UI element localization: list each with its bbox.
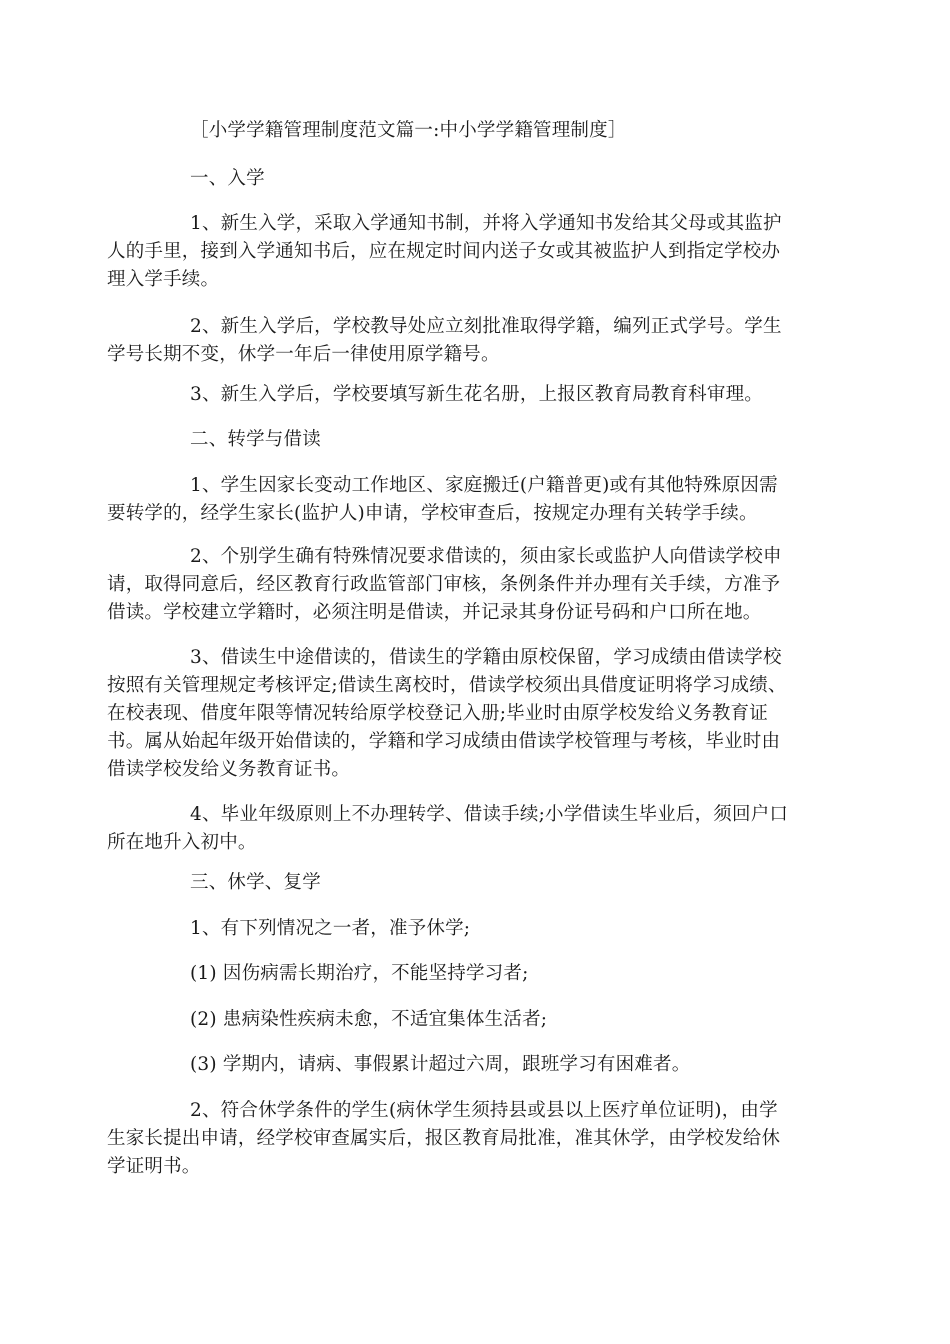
paragraph-line: 理入学手续。: [107, 269, 220, 290]
section-heading: 二、转学与借读: [190, 429, 321, 450]
paragraph-line: 书。属从始起年级开始借读的，学籍和学习成绩由借读学校管理与考核，毕业时由: [107, 731, 781, 752]
paragraph-line: 1、新生入学，采取入学通知书制，并将入学通知书发给其父母或其监护: [190, 213, 782, 234]
paragraph-line: 借读学校发给义务教育证书。: [107, 759, 351, 780]
paragraph-line: 1、有下列情况之一者，准予休学;: [190, 918, 471, 939]
section-heading: 三、休学、复学: [190, 872, 321, 893]
document-title: ［小学学籍管理制度范文篇一:中小学学籍管理制度］: [190, 120, 627, 141]
paragraph-line: 1、学生因家长变动工作地区、家庭搬迁(户籍普更)或有其他特殊原因需: [190, 475, 778, 496]
paragraph-line: 所在地升入初中。: [107, 832, 257, 853]
paragraph-line: 4、毕业年级原则上不办理转学、借读手续;小学借读生毕业后，须回户口: [190, 804, 789, 825]
paragraph-line: 3、新生入学后，学校要填写新生花名册，上报区教育局教育科审理。: [190, 384, 763, 405]
list-item: (2) 患病染性疾病未愈，不适宜集体生活者;: [190, 1009, 548, 1030]
list-item: (3) 学期内，请病、事假累计超过六周，跟班学习有困难者。: [190, 1054, 691, 1075]
paragraph-line: 人的手里，接到入学通知书后，应在规定时间内送子女或其被监护人到指定学校办: [107, 241, 781, 262]
paragraph-line: 请，取得同意后，经区教育行政监管部门审核，条例条件并办理有关手续，方准予: [107, 574, 781, 595]
paragraph-line: 要转学的，经学生家长(监护人)申请，学校审查后，按规定办理有关转学手续。: [107, 503, 758, 524]
paragraph-line: 2、新生入学后，学校教导处应立刻批准取得学籍，编列正式学号。学生: [190, 316, 782, 337]
paragraph-line: 学证明书。: [107, 1156, 201, 1177]
paragraph-line: 按照有关管理规定考核评定;借读生离校时，借读学校须出具借度证明将学习成绩、: [107, 675, 787, 696]
paragraph-line: 3、借读生中途借读的，借读生的学籍由原校保留，学习成绩由借读学校: [190, 647, 782, 668]
paragraph-line: 借读。学校建立学籍时，必须注明是借读，并记录其身份证号码和户口所在地。: [107, 602, 762, 623]
paragraph-line: 2、符合休学条件的学生(病休学生须持县或县以上医疗单位证明)，由学: [190, 1100, 778, 1121]
section-heading: 一、入学: [190, 168, 265, 189]
paragraph-line: 2、个别学生确有特殊情况要求借读的，须由家长或监护人向借读学校申: [190, 546, 782, 567]
paragraph-line: 生家长提出申请，经学校审查属实后，报区教育局批准，准其休学，由学校发给休: [107, 1128, 781, 1149]
paragraph-line: 学号长期不变，休学一年后一律使用原学籍号。: [107, 344, 500, 365]
list-item: (1) 因伤病需长期治疗，不能坚持学习者;: [190, 963, 529, 984]
paragraph-line: 在校表现、借度年限等情况转给原学校登记入册;毕业时由原学校发给义务教育证: [107, 703, 768, 724]
